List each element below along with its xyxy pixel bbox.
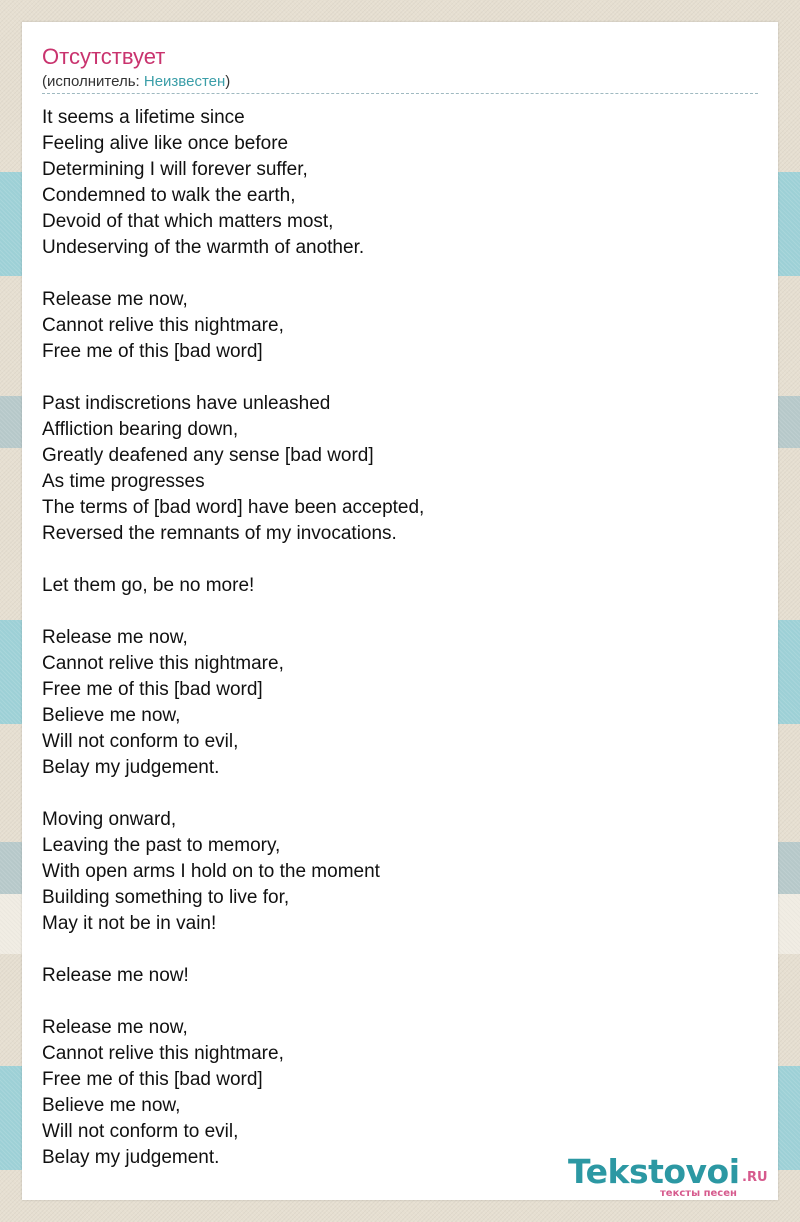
artist-prefix: (исполнитель: bbox=[42, 73, 144, 90]
tekstovoi-logo[interactable] bbox=[568, 1152, 778, 1200]
lyric-line: Believe me now, bbox=[42, 705, 181, 726]
artist-suffix: ) bbox=[225, 73, 231, 90]
lyric-blank-line bbox=[42, 599, 742, 625]
lyric-line: Cannot relive this nightmare, bbox=[42, 653, 284, 674]
lyric-line: Devoid of that which matters most, bbox=[42, 211, 334, 232]
lyric-line: Cannot relive this nightmare, bbox=[42, 315, 284, 336]
artist-link[interactable]: Неизвестен bbox=[143, 73, 226, 90]
lyric-line: The terms of [bad word] have been accepted, bbox=[42, 497, 425, 518]
lyric-blank-line bbox=[42, 781, 742, 807]
lyric-blank-line bbox=[42, 989, 742, 1015]
lyric-line: Belay my judgement. bbox=[42, 757, 220, 778]
lyric-line: Free me of this [bad word] bbox=[42, 1069, 263, 1090]
lyric-line: Will not conform to evil, bbox=[42, 731, 239, 752]
lyric-line: Moving onward, bbox=[42, 809, 177, 830]
lyric-blank-line bbox=[42, 547, 742, 573]
lyric-line: Release me now! bbox=[42, 965, 189, 986]
lyric-line: Release me now, bbox=[42, 1017, 188, 1038]
lyric-line: Leaving the past to memory, bbox=[42, 835, 281, 856]
lyric-line: Release me now, bbox=[42, 627, 188, 648]
lyric-blank-line bbox=[42, 937, 742, 963]
lyric-line: Let them go, be no more! bbox=[42, 575, 255, 596]
logo-tld: .RU bbox=[742, 1170, 768, 1185]
lyric-line: Undeserving of the warmth of another. bbox=[42, 237, 365, 258]
lyric-line: Belay my judgement. bbox=[42, 1147, 220, 1168]
lyric-line: Past indiscretions have unleashed bbox=[42, 393, 331, 414]
lyric-line: Believe me now, bbox=[42, 1095, 181, 1116]
lyric-line: Building something to live for, bbox=[42, 887, 290, 908]
lyric-line: Free me of this [bad word] bbox=[42, 679, 263, 700]
lyric-line: May it not be in vain! bbox=[42, 913, 217, 934]
lyric-line: Condemned to walk the earth, bbox=[42, 185, 296, 206]
lyrics-card bbox=[22, 22, 778, 1200]
lyric-line: Will not conform to evil, bbox=[42, 1121, 239, 1142]
lyric-blank-line bbox=[42, 365, 742, 391]
logo-name: Tekstovoi bbox=[568, 1152, 740, 1191]
lyric-line: It seems a lifetime since bbox=[42, 107, 245, 128]
lyric-line: Free me of this [bad word] bbox=[42, 341, 263, 362]
lyric-blank-line bbox=[42, 261, 742, 287]
logo-tagline: тексты песен bbox=[660, 1188, 737, 1199]
lyric-line: Cannot relive this nightmare, bbox=[42, 1043, 284, 1064]
song-title: Отсутствует bbox=[42, 44, 166, 69]
lyric-line: Determining I will forever suffer, bbox=[42, 159, 308, 180]
lyric-line: Release me now, bbox=[42, 289, 188, 310]
lyrics-text bbox=[42, 105, 742, 1171]
lyric-line: Feeling alive like once before bbox=[42, 133, 289, 154]
lyric-line: As time progresses bbox=[42, 471, 205, 492]
lyric-line: With open arms I hold on to the moment bbox=[42, 861, 380, 882]
title-divider bbox=[42, 93, 758, 94]
artist-line bbox=[42, 73, 230, 91]
lyric-line: Reversed the remnants of my invocations. bbox=[42, 523, 397, 544]
lyric-line: Greatly deafened any sense [bad word] bbox=[42, 445, 374, 466]
lyric-line: Affliction bearing down, bbox=[42, 419, 239, 440]
